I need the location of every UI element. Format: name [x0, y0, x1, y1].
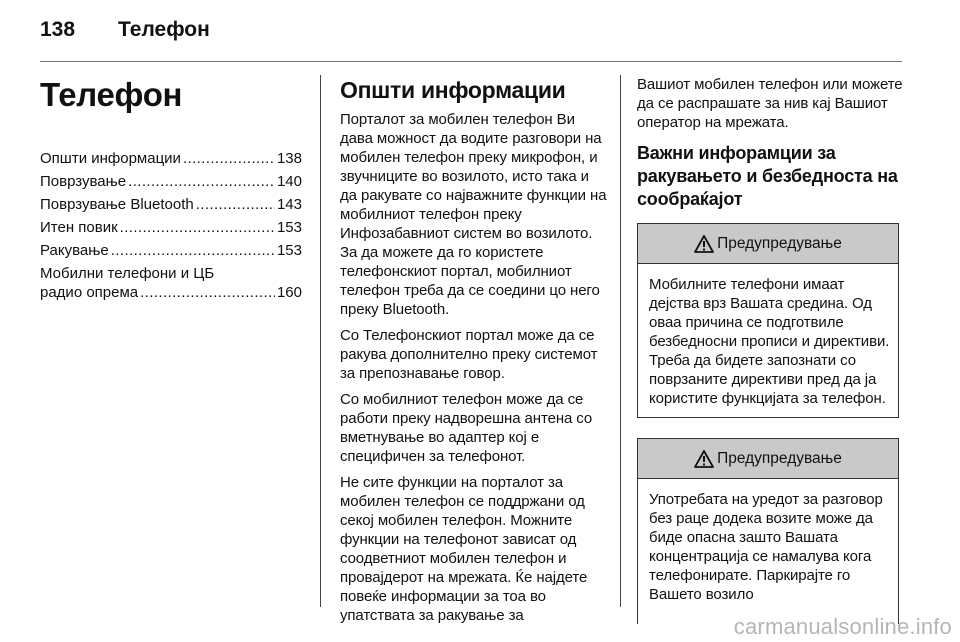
- toc-page: 153: [276, 242, 302, 259]
- toc-leader: [196, 195, 275, 214]
- body-paragraph: Со мобилниот телефон може да се работи преку надворешна антена со вметнување во адаптер кој е специфичен за телефонот.: [340, 391, 593, 465]
- warning-heading-label: Предупредување: [717, 234, 842, 252]
- body-paragraph: Порталот за мобилен телефон Ви дава можност да водите разговори на мобилен телефон преку микрофон, и звучниците во возилото, исто така и да ракувате со најважните функции на мобилниот телефон преку Инфозабавниот систем во возилото. За да можете да го користете телефонскиот портал, мобилниот телефон треба да се соедини цо него преку Bluetooth.: [340, 111, 607, 318]
- page-header: [40, 18, 210, 50]
- general-info-column: [340, 75, 608, 632]
- toc-leader: [111, 241, 275, 260]
- running-title: Телефон: [118, 18, 210, 41]
- toc-page: 140: [276, 173, 302, 190]
- page-number: 138: [40, 18, 76, 41]
- warning-heading-label: Предупредување: [717, 449, 842, 467]
- toc-label: радио опрема: [40, 284, 139, 301]
- section-title: Општи информации: [340, 77, 566, 103]
- toc-item[interactable]: [40, 264, 302, 302]
- toc-label: Општи информации: [40, 150, 181, 167]
- toc-label: Ракување: [40, 242, 109, 259]
- warning-triangle-icon: [694, 235, 714, 253]
- toc-item[interactable]: [40, 172, 302, 191]
- body-paragraph: Не сите функции на порталот за мобилен телефон се поддржани од секој мобилен телефон. Можните функции на телефонот зависат од соодветниот мобилен телефон и провајдерот на мрежата. Ќе најдете повеќе информации за тоа во упатствата за ракување за: [340, 474, 588, 624]
- warning-box: [637, 223, 899, 418]
- body-paragraph: Вашиот мобилен телефон или можете да се распрашате за нив кај Вашиот оператор на мрежата.: [637, 76, 903, 131]
- toc-label: Итен повик: [40, 219, 118, 236]
- watermark: carmanualsonline.info: [733, 614, 952, 639]
- toc-item[interactable]: [40, 241, 302, 260]
- warning-text: Употребата на уредот за разговор без раце додека возите може да биде опасна зашто Вашата концентрација се намалува кога телефонирате. Паркирајте го Вашето возило: [649, 491, 883, 603]
- toc-page: 143: [276, 196, 302, 213]
- chapter-title: Телефон: [40, 76, 183, 113]
- column-divider: [320, 75, 321, 607]
- toc-leader: [120, 218, 275, 237]
- toc-leader: [183, 149, 275, 168]
- warning-box: [637, 438, 899, 624]
- toc-label: Мобилни телефони и ЦБ: [40, 265, 215, 282]
- toc-leader: [140, 283, 275, 302]
- body-paragraph: Со Телефонскиот портал може да се ракува дополнително преку системот за препознавање говор.: [340, 327, 598, 382]
- table-of-contents: [40, 149, 302, 302]
- subsection-title: Важни инфорамции за ракувањето и безбедноста на сообраќајот: [637, 143, 898, 209]
- toc-leader: [128, 172, 275, 191]
- warning-triangle-icon: [694, 450, 714, 468]
- warning-heading: [638, 224, 898, 264]
- header-rule: [40, 61, 902, 62]
- warning-text: Мобилните телефони имаат дејства врз Вашата средина. Од оваа причина се подготвиле безбедносни прописи и директиви. Треба да бидете запознати со поврзаните директиви пред да ја користите функцијата за телефон.: [649, 276, 890, 407]
- safety-column: [637, 75, 905, 642]
- toc-page: 160: [276, 284, 302, 301]
- warning-heading: [638, 439, 898, 479]
- chapter-toc-column: [40, 75, 302, 306]
- toc-label: Поврзување Bluetooth: [40, 196, 194, 213]
- toc-label: Поврзување: [40, 173, 127, 190]
- toc-item[interactable]: [40, 195, 302, 214]
- toc-item[interactable]: [40, 218, 302, 237]
- toc-line: [40, 283, 302, 302]
- column-divider: [620, 75, 621, 607]
- toc-page: 153: [276, 219, 302, 236]
- toc-item[interactable]: [40, 149, 302, 168]
- toc-page: 138: [276, 150, 302, 167]
